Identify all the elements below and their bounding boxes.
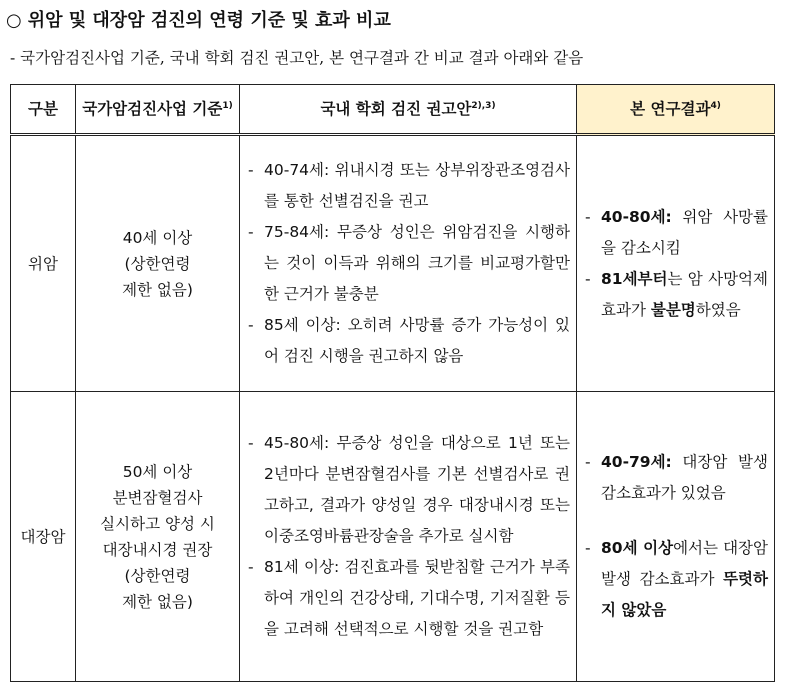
society-recommendation	[240, 135, 577, 392]
row-category: 위암	[11, 135, 76, 392]
study-result	[577, 135, 775, 392]
table-header-row	[11, 85, 775, 135]
heading-text: 위암 및 대장암 검진의 연령 기준 및 효과 비교	[27, 10, 391, 31]
list-item: - 81세 이상: 검진효과를 뒷받침할 근거가 부족하여 개인의 건강상태, 기대수명, 기저질환 등을 고려해 선택적으로 시행할 것을 권고함	[248, 558, 570, 638]
header-national: 국가암검진사업 기준$^{1)}$	[76, 85, 240, 135]
list-item: - 75-84세: 무증상 성인은 위암검진을 시행하는 것이 이득과 위해의 크기를 비교평가할만한 근거가 불충분	[248, 223, 570, 303]
list-item: - 80세 이상에서는 대장암 발생 감소효과가 뚜렷하지 않았음	[585, 539, 768, 619]
national-criteria: 40세 이상 (상한연령 제한 없음)	[76, 135, 240, 392]
study-result	[577, 392, 775, 682]
circle-bullet-icon: ○	[6, 10, 22, 31]
row-category: 대장암	[11, 392, 76, 682]
section-heading	[6, 6, 391, 32]
list-item: - 85세 이상: 오히려 사망률 증가 가능성이 있어 검진 시행을 권고하지 않음	[248, 316, 570, 365]
table-row	[11, 392, 775, 682]
header-result: 본 연구결과$^{4)}$	[577, 85, 775, 135]
list-item: - 40-79세: 대장암 발생 감소효과가 있었음	[585, 453, 768, 502]
table-row	[11, 135, 775, 392]
list-item: - 81세부터는 암 사망억제 효과가 불분명하였음	[585, 269, 768, 319]
header-society: 국내 학회 검진 권고안$^{2),3)}$	[240, 85, 577, 135]
list-item: - 40-80세: 위암 사망률을 감소시킴	[585, 207, 768, 257]
list-item: - 45-80세: 무증상 성인을 대상으로 1년 또는 2년마다 분변잠혈검사를 기본 선별검사로 권고하고, 결과가 양성일 경우 대장내시경 또는 이중조영바륨관장술을 추가로 실시함	[248, 434, 570, 545]
national-criteria: 50세 이상 분변잠혈검사 실시하고 양성 시 대장내시경 권장 (상한연령 제한 없음)	[76, 392, 240, 682]
summary-line: - 국가암검진사업 기준, 국내 학회 검진 권고안, 본 연구결과 간 비교 결과 아래와 같음	[10, 49, 584, 67]
comparison-table	[10, 84, 775, 682]
list-item: - 40-74세: 위내시경 또는 상부위장관조영검사를 통한 선별검진을 권고	[248, 161, 570, 210]
header-category: 구분	[11, 85, 76, 135]
society-recommendation	[240, 392, 577, 682]
